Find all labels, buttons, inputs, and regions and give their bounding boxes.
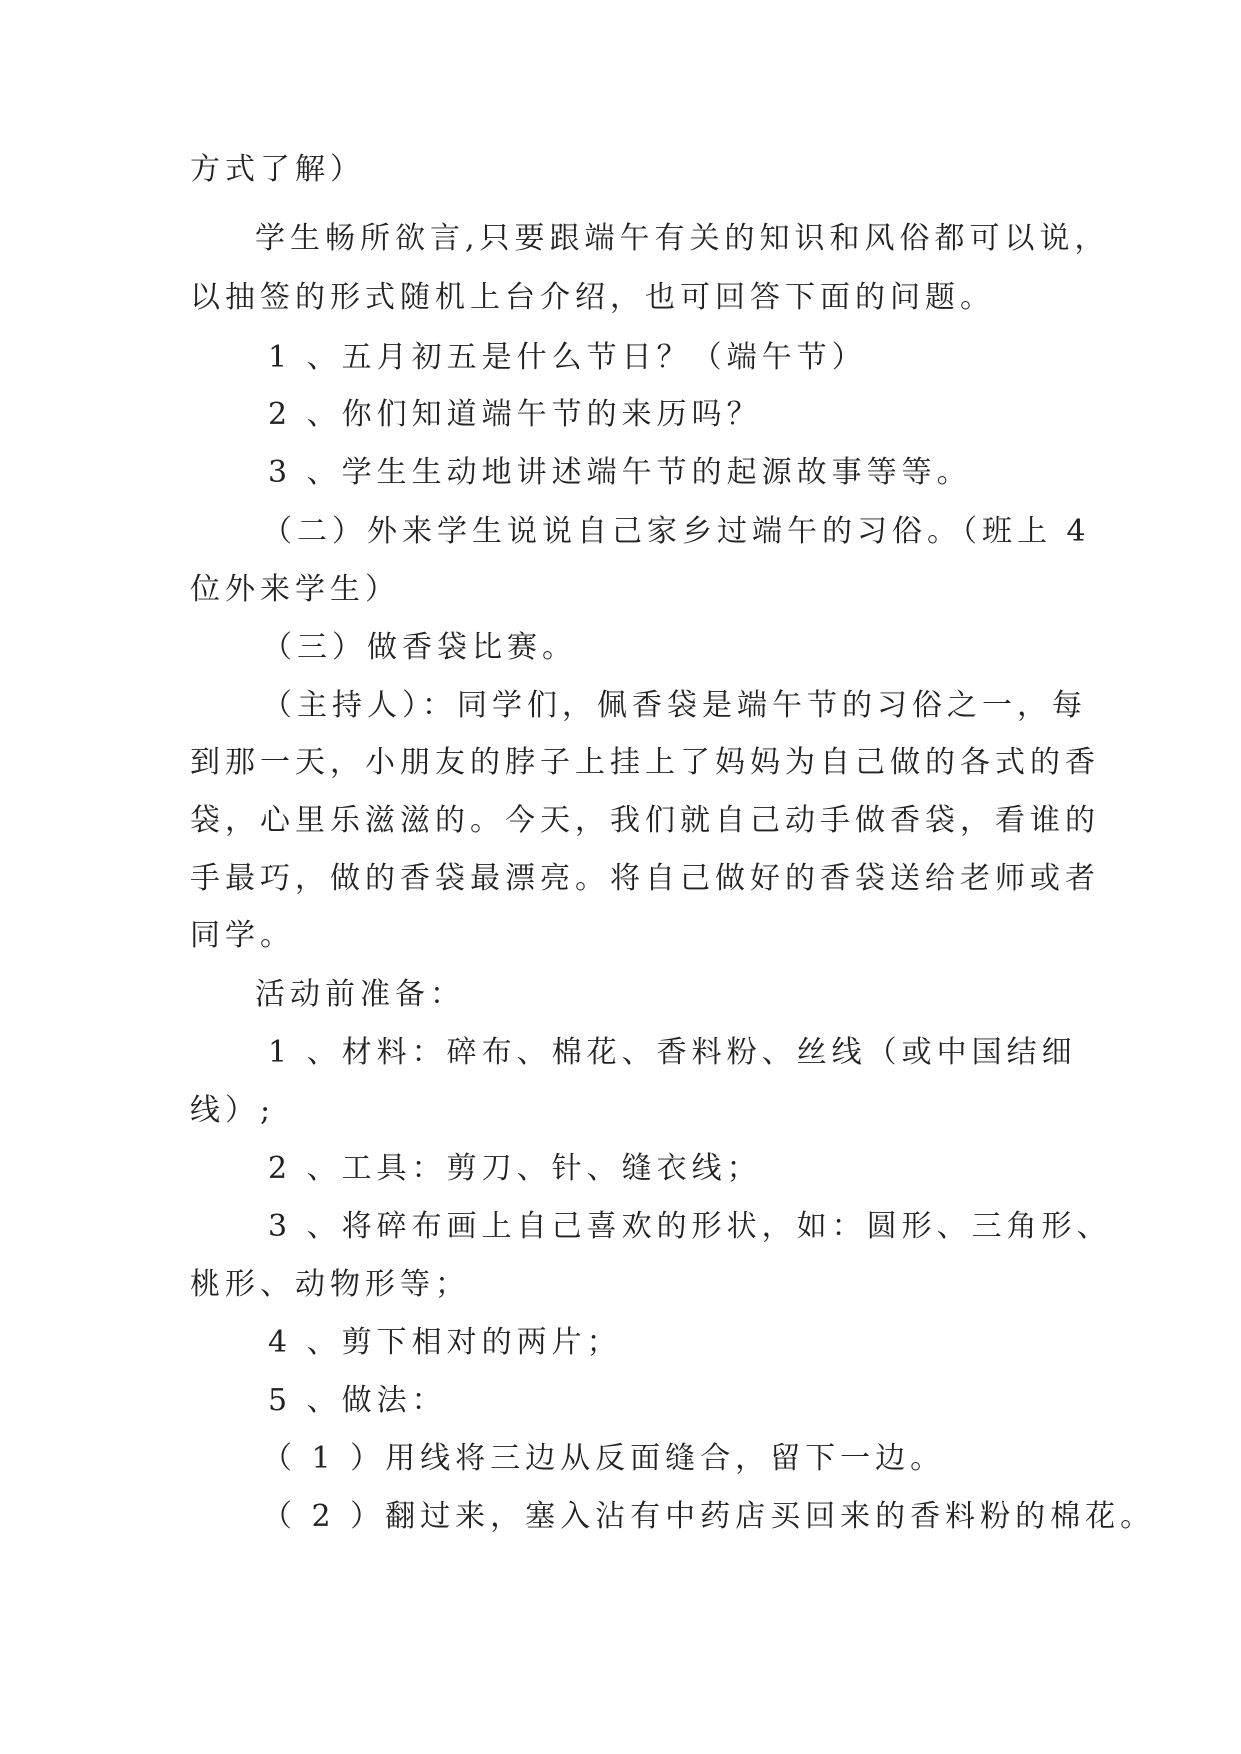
list-item: 1 、五月初五是什么节日？（端午节）	[268, 340, 867, 375]
text-line: 以抽签的形式随机上台介绍，也可回答下面的问题。	[190, 280, 995, 315]
text-line: 袋，心里乐滋滋的。今天，我们就自己动手做香袋，看谁的	[190, 803, 1100, 838]
text-line: 同学。	[190, 918, 295, 953]
text-line: 位外来学生）	[190, 572, 400, 607]
text-line: 桃形、动物形等；	[190, 1267, 470, 1302]
text-line: 到那一天，小朋友的脖子上挂上了妈妈为自己做的各式的香	[190, 745, 1100, 780]
list-item: 3 、将碎布画上自己喜欢的形状，如：圆形、三角形、	[268, 1209, 1112, 1244]
list-item: 5 、做法：	[268, 1383, 447, 1418]
list-item: 4 、剪下相对的两片；	[268, 1325, 622, 1360]
text-line: 线）;	[190, 1093, 276, 1128]
list-item: （ 1 ）用线将三边从反面缝合，留下一边。	[262, 1441, 946, 1476]
section-heading: （二）外来学生说说自己家乡过端午的习俗。（班上 4	[262, 514, 1091, 549]
text-line: 方式了解）	[190, 152, 365, 187]
text-line: 学生畅所欲言,只要跟端午有关的知识和风俗都可以说，	[255, 221, 1110, 256]
list-item: 1 、材料：碎布、棉花、香料粉、丝线（或中国结细	[268, 1035, 1077, 1070]
list-item: （ 2 ）翻过来，塞入沾有中药店买回来的香料粉的棉花。	[262, 1499, 1156, 1534]
text-line: 手最巧，做的香袋最漂亮。将自己做好的香袋送给老师或者	[190, 861, 1100, 896]
list-item: 2 、工具：剪刀、针、缝衣线；	[268, 1151, 762, 1186]
list-item: 2 、你们知道端午节的来历吗？	[268, 397, 762, 432]
section-heading: （三）做香袋比赛。	[262, 630, 577, 665]
text-line: （主持人）：同学们，佩香袋是端午节的习俗之一，每	[262, 688, 1087, 723]
list-item: 3 、学生生动地讲述端午节的起源故事等等。	[268, 455, 972, 490]
section-heading: 活动前准备：	[255, 977, 465, 1012]
